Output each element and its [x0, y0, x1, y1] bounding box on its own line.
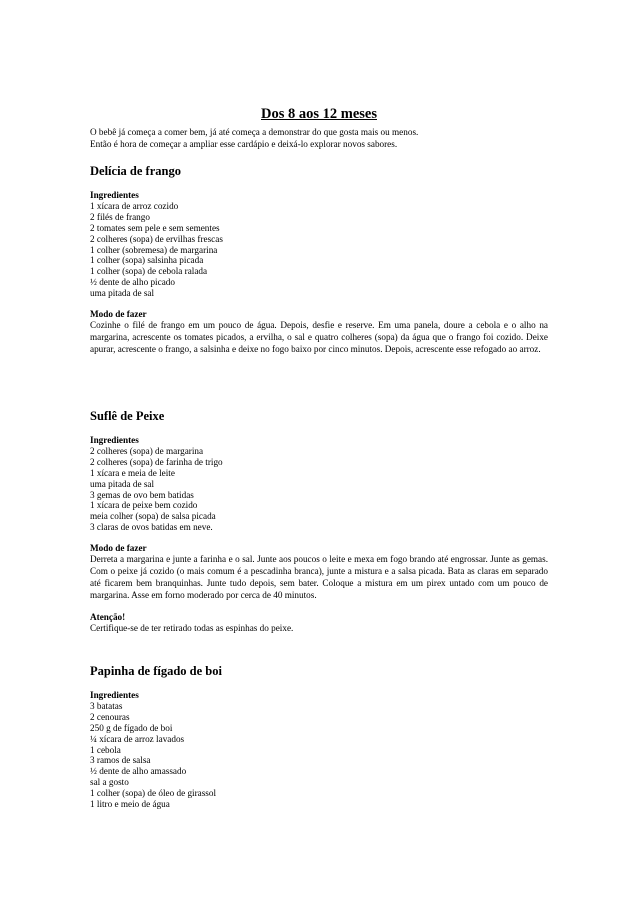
- ingredients-label: Ingredientes: [90, 435, 139, 445]
- ingredient-item: 2 tomates sem pele e sem sementes: [90, 222, 220, 233]
- document-title: Dos 8 aos 12 meses: [261, 105, 377, 122]
- ingredient-item: 3 batatas: [90, 700, 123, 711]
- ingredient-item: ½ dente de alho picado: [90, 277, 175, 288]
- recipe-delicia-de-frango: [90, 163, 548, 356]
- ingredient-item: 1 cebola: [90, 744, 121, 755]
- ingredient-item: 3 gemas de ovo bem batidas: [90, 489, 194, 500]
- ingredient-item: uma pitada de sal: [90, 478, 155, 489]
- ingredient-item: 1 litro e meio de água: [90, 799, 170, 810]
- ingredient-item: 1 xícara e meia de leite: [90, 467, 175, 478]
- note-text: Certifique-se de ter retirado todas as espinhas do peixe.: [90, 622, 294, 633]
- ingredient-item: 1 colher (sopa) de cebola ralada: [90, 266, 208, 277]
- method-label: Modo de fazer: [90, 309, 147, 320]
- ingredient-item: uma pitada de sal: [90, 288, 155, 299]
- recipe-title: Delícia de frango: [90, 164, 181, 178]
- method-text: Cozinhe o filé de frango em um pouco de água. Depois, desfie e reserve. Em uma panela, doure a cebola e o alho na margarina, acrescente os tomates picados, a ervilha, o sal e quatro colheres (sopa) da água que o frango foi cozido. Deixe apurar, acrescente o frango, a salsinha e deixe no fogo baixo por cinco minutos. Depois, acrescente esse refogado ao arroz.: [90, 319, 548, 354]
- ingredients-list: [90, 201, 548, 299]
- ingredient-item: sal a gosto: [90, 777, 129, 788]
- ingredient-item: 2 filés de frango: [90, 211, 150, 222]
- recipe-papinha-de-figado: [90, 663, 548, 810]
- document-page: [90, 0, 548, 903]
- ingredients-label: Ingredientes: [90, 690, 139, 700]
- ingredient-item: 1 xícara de arroz cozido: [90, 200, 179, 211]
- ingredient-item: meia colher (sopa) de salsa picada: [90, 511, 216, 522]
- intro-line: O bebê já começa a comer bem, já até começa a demonstrar do que gosta mais ou menos.: [90, 127, 419, 137]
- ingredient-item: 1 xícara de peixe bem cozido: [90, 500, 198, 511]
- ingredient-item: 250 g de fígado de boi: [90, 722, 173, 733]
- ingredient-item: 1 colher (sopa) salsinha picada: [90, 255, 204, 266]
- ingredient-item: 2 colheres (sopa) de farinha de trigo: [90, 456, 223, 467]
- method-label: Modo de fazer: [90, 543, 147, 554]
- ingredients-list: [90, 701, 548, 810]
- method-text: Derreta a margarina e junte a farinha e o sal. Junte aos poucos o leite e mexa em fogo brando até engrossar. Junte as gemas. Com o peixe já cozido (o mais comum é a pescadinha branca), junte a mistura e a salsa picada. Bata as claras em separado até ficarem bem branquinhas. Junte tudo depois, sem bater. Coloque a mistura em um pirex untado com um pouco de margarina. Asse em forno moderado por cerca de 40 minutos.: [90, 554, 548, 600]
- ingredients-label: Ingredientes: [90, 190, 139, 200]
- ingredient-item: 2 colheres (sopa) de margarina: [90, 445, 204, 456]
- ingredient-item: 2 cenouras: [90, 711, 130, 722]
- recipe-title: Papinha de fígado de boi: [90, 664, 222, 678]
- ingredient-item: 3 claras de ovos batidas em neve.: [90, 522, 213, 533]
- ingredient-item: 1 colher (sopa) de óleo de girassol: [90, 788, 217, 799]
- ingredient-item: 3 ramos de salsa: [90, 755, 151, 766]
- intro-paragraph: [90, 126, 548, 150]
- intro-line: Então é hora de começar a ampliar esse cardápio e deixá-lo explorar novos sabores.: [90, 139, 398, 149]
- note-label: Atenção!: [90, 611, 126, 622]
- ingredients-list: [90, 446, 548, 533]
- recipe-title: Suflê de Peixe: [90, 409, 165, 423]
- ingredient-item: ¼ xícara de arroz lavados: [90, 733, 185, 744]
- ingredient-item: 2 colheres (sopa) de ervilhas frescas: [90, 233, 223, 244]
- ingredient-item: 1 colher (sobremesa) de margarina: [90, 244, 218, 255]
- ingredient-item: ½ dente de alho amassado: [90, 766, 187, 777]
- recipe-sufle-de-peixe: [90, 408, 548, 635]
